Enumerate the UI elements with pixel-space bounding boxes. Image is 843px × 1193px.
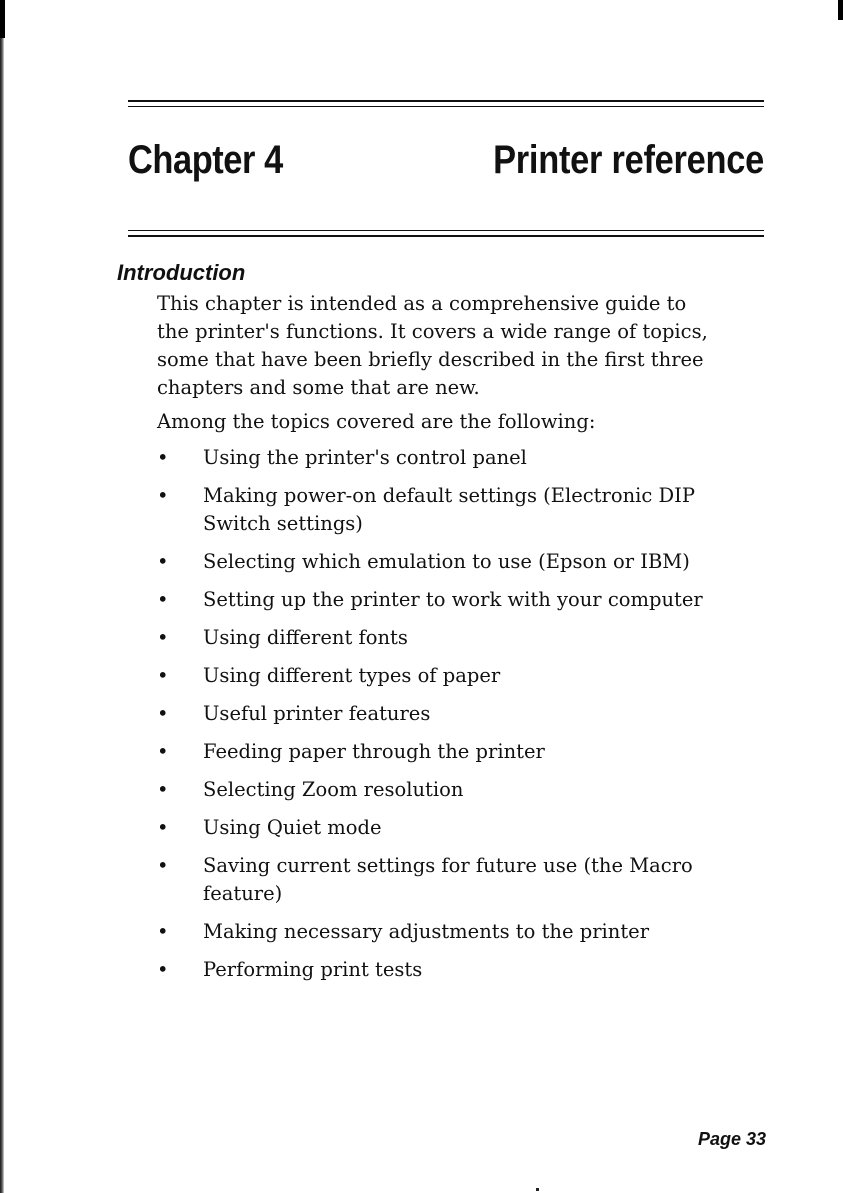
scan-edge-left xyxy=(0,0,4,1193)
intro-paragraph xyxy=(157,290,777,402)
topic-text: Switch settings) xyxy=(203,512,363,535)
intro-line: some that have been briefly described in the first three xyxy=(157,348,704,371)
section-heading: Introduction xyxy=(117,260,246,285)
chapter-title: Printer reference xyxy=(493,138,764,182)
intro-line: the printer's functions. It covers a wide range of topics, xyxy=(157,320,708,343)
bullet-icon: • xyxy=(157,958,169,981)
topic-list-item xyxy=(157,852,777,908)
topic-list-item xyxy=(157,548,777,576)
header-rule-bottom xyxy=(128,230,764,237)
bullet-icon: • xyxy=(157,664,169,687)
bullet-icon: • xyxy=(157,778,169,801)
topic-text: Using the printer's control panel xyxy=(203,446,527,469)
bullet-icon: • xyxy=(157,446,169,469)
topic-text: Useful printer features xyxy=(203,702,431,725)
topics-intro-text: Among the topics covered are the following: xyxy=(157,410,596,433)
topic-list-item xyxy=(157,776,777,804)
bullet-icon: • xyxy=(157,484,169,507)
page-number: Page 33 xyxy=(697,1129,766,1149)
topic-text: Using Quiet mode xyxy=(203,816,382,839)
intro-line: This chapter is intended as a comprehensive guide to xyxy=(157,292,687,315)
topic-text: Selecting which emulation to use (Epson or IBM) xyxy=(203,550,690,573)
topic-text: Performing print tests xyxy=(203,958,423,981)
bullet-icon: • xyxy=(157,702,169,725)
scan-mark-top-left xyxy=(0,0,5,38)
topic-list-item xyxy=(157,814,777,842)
bullet-icon: • xyxy=(157,626,169,649)
topic-text: Setting up the printer to work with your computer xyxy=(203,588,703,611)
bullet-icon: • xyxy=(157,550,169,573)
topic-text: Making necessary adjustments to the printer xyxy=(203,920,650,943)
topic-text: Using different fonts xyxy=(203,626,408,649)
topic-text: feature) xyxy=(203,882,283,905)
topic-text: Saving current settings for future use (the Macro xyxy=(203,854,693,877)
topic-text: Selecting Zoom resolution xyxy=(203,778,464,801)
header-rule-top xyxy=(128,100,764,107)
scan-dot xyxy=(536,1188,539,1191)
topic-list-item xyxy=(157,662,777,690)
bullet-icon: • xyxy=(157,588,169,611)
topic-list-item xyxy=(157,918,777,946)
intro-line: chapters and some that are new. xyxy=(157,376,480,399)
topic-list-item xyxy=(157,738,777,766)
bullet-icon: • xyxy=(157,816,169,839)
topic-list-item xyxy=(157,956,777,984)
bullet-icon: • xyxy=(157,740,169,763)
bullet-icon: • xyxy=(157,920,169,943)
topic-list-item xyxy=(157,482,777,538)
topic-list-item xyxy=(157,700,777,728)
scan-mark-top-right xyxy=(838,0,843,20)
topic-list-item xyxy=(157,586,777,614)
topic-text: Making power-on default settings (Electronic DIP xyxy=(203,484,695,507)
topic-text: Feeding paper through the printer xyxy=(203,740,545,763)
topic-list xyxy=(157,444,777,994)
chapter-label: Chapter 4 xyxy=(128,138,283,182)
topic-list-item xyxy=(157,444,777,472)
topic-text: Using different types of paper xyxy=(203,664,501,687)
bullet-icon: • xyxy=(157,854,169,877)
topic-list-item xyxy=(157,624,777,652)
